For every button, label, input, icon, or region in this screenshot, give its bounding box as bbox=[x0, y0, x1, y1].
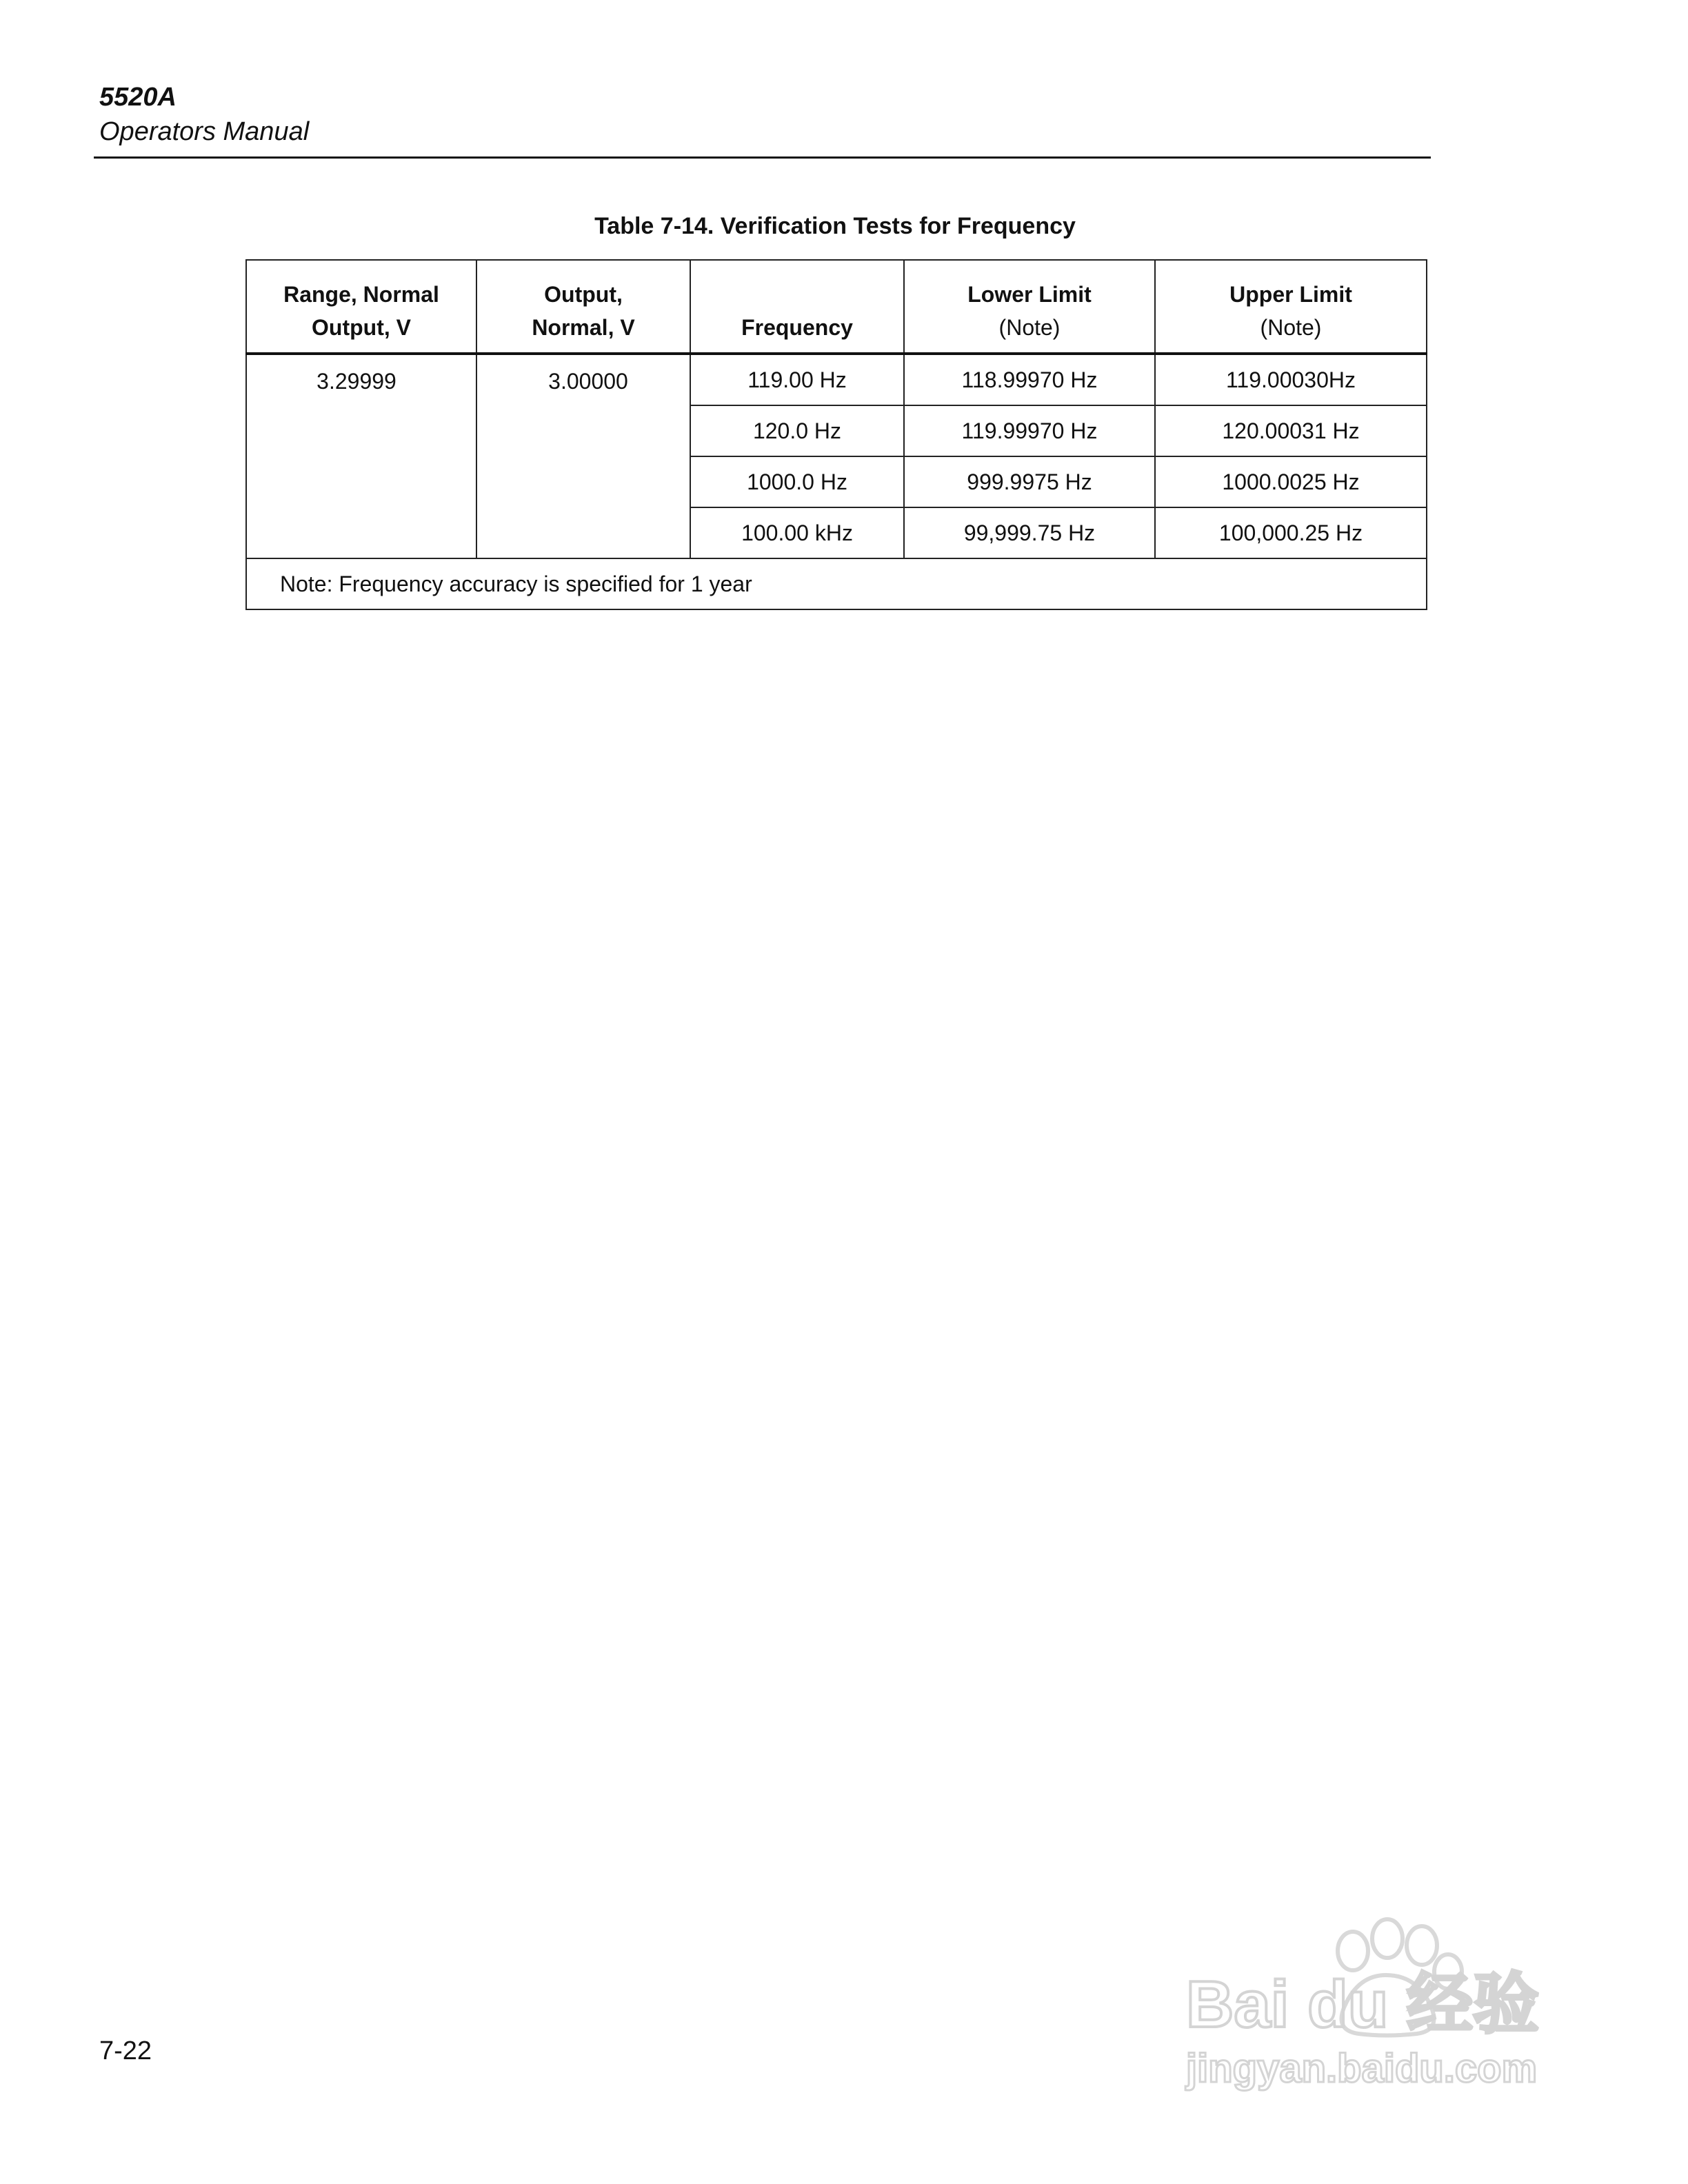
table-header-row bbox=[246, 260, 1427, 354]
header-divider bbox=[94, 156, 1431, 159]
frequency-cell: 100.00 kHz bbox=[690, 507, 904, 558]
lower-limit-cell: 999.9975 Hz bbox=[904, 456, 1155, 507]
baidu-watermark-logo bbox=[1172, 1903, 1586, 2110]
upper-limit-cell: 1000.0025 Hz bbox=[1155, 456, 1427, 507]
frequency-cell: 120.0 Hz bbox=[690, 405, 904, 456]
table-footnote: Note: Frequency accuracy is specified for 1 year bbox=[246, 558, 1427, 609]
verification-table bbox=[245, 259, 1427, 610]
column-header-frequency bbox=[690, 260, 904, 354]
column-header-line: Output, bbox=[544, 282, 623, 307]
column-header-line: Frequency bbox=[741, 315, 853, 340]
watermark-brand-text: Bai du 经验 bbox=[1186, 1968, 1540, 2041]
lower-limit-cell: 119.99970 Hz bbox=[904, 405, 1155, 456]
column-header-range bbox=[246, 260, 476, 354]
lower-limit-cell: 99,999.75 Hz bbox=[904, 507, 1155, 558]
range-cell: 3.29999 bbox=[246, 354, 476, 558]
table-footnote-row bbox=[246, 558, 1427, 609]
column-header-line: Normal, V bbox=[532, 315, 635, 340]
frequency-cell: 119.00 Hz bbox=[690, 354, 904, 405]
upper-limit-cell: 120.00031 Hz bbox=[1155, 405, 1427, 456]
upper-limit-cell: 100,000.25 Hz bbox=[1155, 507, 1427, 558]
watermark-url-text: jingyan.baidu.com bbox=[1186, 2046, 1538, 2091]
output-cell: 3.00000 bbox=[476, 354, 690, 558]
manual-subtitle: Operators Manual bbox=[99, 117, 310, 146]
column-header-note: (Note) bbox=[998, 315, 1061, 340]
table-row bbox=[246, 354, 1427, 405]
column-header-note: (Note) bbox=[1260, 315, 1322, 340]
column-header-line: Upper Limit bbox=[1229, 282, 1352, 307]
table-caption: Table 7-14. Verification Tests for Frequency bbox=[594, 213, 1076, 239]
column-header-upper-limit bbox=[1155, 260, 1427, 354]
upper-limit-cell: 119.00030Hz bbox=[1155, 354, 1427, 405]
column-header-line: Lower Limit bbox=[967, 282, 1092, 307]
lower-limit-cell: 118.99970 Hz bbox=[904, 354, 1155, 405]
column-header-lower-limit bbox=[904, 260, 1155, 354]
page-number: 7-22 bbox=[99, 2036, 152, 2065]
manual-model: 5520A bbox=[99, 83, 177, 112]
column-header-output bbox=[476, 260, 690, 354]
column-header-line: Output, V bbox=[312, 315, 411, 340]
column-header-line: Range, Normal bbox=[283, 282, 439, 307]
frequency-cell: 1000.0 Hz bbox=[690, 456, 904, 507]
